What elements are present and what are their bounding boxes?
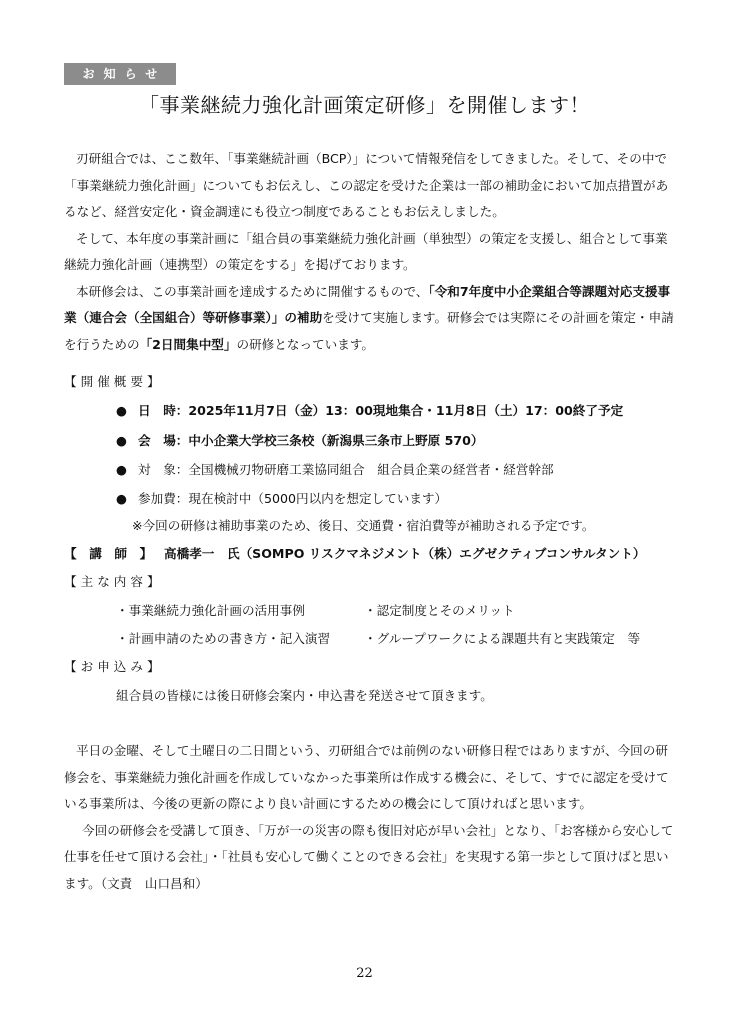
overview-date-text: 日 時：2025年11月7日（金）13：00現地集合・11月8日（土）17：00終了予定 — [138, 403, 624, 418]
lecturer-name: 高橋孝一 氏（SOMPO リスクマネジメント（株）エグゼクティブコンサルタント） — [164, 546, 646, 561]
notice-badge: お知らせ — [64, 63, 176, 85]
lecturer-line — [64, 544, 645, 564]
bullet-icon: ● — [116, 491, 127, 506]
closing-paragraph-2: 今回の研修会を受講して頂き、「万が一の災害の際も復旧対応が早い会社」となり、「お客様から安心して仕事を任せて頂ける会社」・「社員も安心して働くことのできる会社」を実現する第一歩として頂けばと思います。（文責 山口昌和） — [64, 822, 674, 891]
content-item: ・計画申請のための書き方・記入演習 — [116, 631, 331, 646]
intro-p3-subsidy-name: 「令和7年度中小企業組合等課題対応支援事業（連合会（全国組合）等研修事業）」の補助 — [64, 283, 671, 325]
overview-note: ※今回の研修は補助事業のため、後日、交通費・宿泊費等が補助される予定です。 — [132, 518, 595, 533]
overview-target-text: 対 象：全国機械刃物研磨工業協同組合 組合員企業の経営者・経営幹部 — [138, 462, 554, 477]
page-number: 22 — [356, 966, 373, 981]
intro-p3-format: 「2日間集中型」 — [139, 336, 237, 352]
closing-paragraph-1: 平日の金曜、そして土曜日の二日間という、刃研組合では前例のない研修日程ではありますが、今回の研修会を、事業継続力強化計画を作成していなかった事業所は作成する機会に、そして、すでに認定を受けている事業所は、今後の更新の際により良い計画にするための機会にして頂ければと思います。 — [64, 743, 669, 811]
bullet-icon: ● — [116, 403, 127, 418]
intro-paragraph-1: 刃研組合では、ここ数年、「事業継続計画（BCP）」について情報発信をしてきました。そして、その中で「事業継続力強化計画」についてもお伝えし、この認定を受けた企業は一部の補助金において加点措置があるなど、経営安定化・資金調達にも役立つ制度であることもお伝えしました。 — [64, 151, 669, 219]
application-heading: 【 お 申 込 み 】 — [64, 659, 160, 674]
intro-paragraph-3 — [64, 279, 676, 359]
intro-p3-text-e: の研修となっています。 — [236, 336, 375, 352]
intro-p3-text-a: 本研修会は、この事業計画を達成するために開催するもので、 — [76, 283, 429, 299]
overview-date — [116, 401, 623, 421]
overview-venue — [116, 431, 484, 451]
lecturer-label: 【 講 師 】 — [64, 546, 153, 561]
content-item: ・認定制度とそのメリット — [364, 603, 515, 618]
overview-fee-text: 参加費：現在検討中（5000円以内を想定しています） — [138, 491, 448, 506]
overview-heading: 【 開 催 概 要 】 — [64, 374, 160, 389]
bullet-icon: ● — [116, 433, 127, 448]
intro-section — [64, 146, 676, 358]
page-title: 「事業継続力強化計画策定研修」を開催します！ — [139, 93, 590, 117]
overview-target — [116, 460, 554, 480]
application-text: 組合員の皆様には後日研修会案内・申込書を発送させて頂きます。 — [116, 688, 493, 703]
overview-venue-text: 会 場：中小企業大学校三条校（新潟県三条市上野原 570） — [138, 433, 484, 448]
content-item: ・グループワークによる課題共有と実践策定 等 — [364, 631, 641, 646]
content-item: ・事業継続力強化計画の活用事例 — [116, 603, 305, 618]
closing-section — [64, 738, 676, 897]
contents-heading: 【 主 な 内 容 】 — [64, 574, 160, 589]
bullet-icon: ● — [116, 462, 127, 477]
overview-fee — [116, 489, 447, 509]
intro-p3-text-c: を受けて実施します。研修会では実際にその計画を策定・申請を行うための — [64, 310, 674, 352]
intro-paragraph-2: そして、本年度の事業計画に「組合員の事業継続力強化計画（単独型）の策定を支援し、組合として事業継続力強化計画（連携型）の策定をする」を掲げております。 — [64, 230, 668, 272]
